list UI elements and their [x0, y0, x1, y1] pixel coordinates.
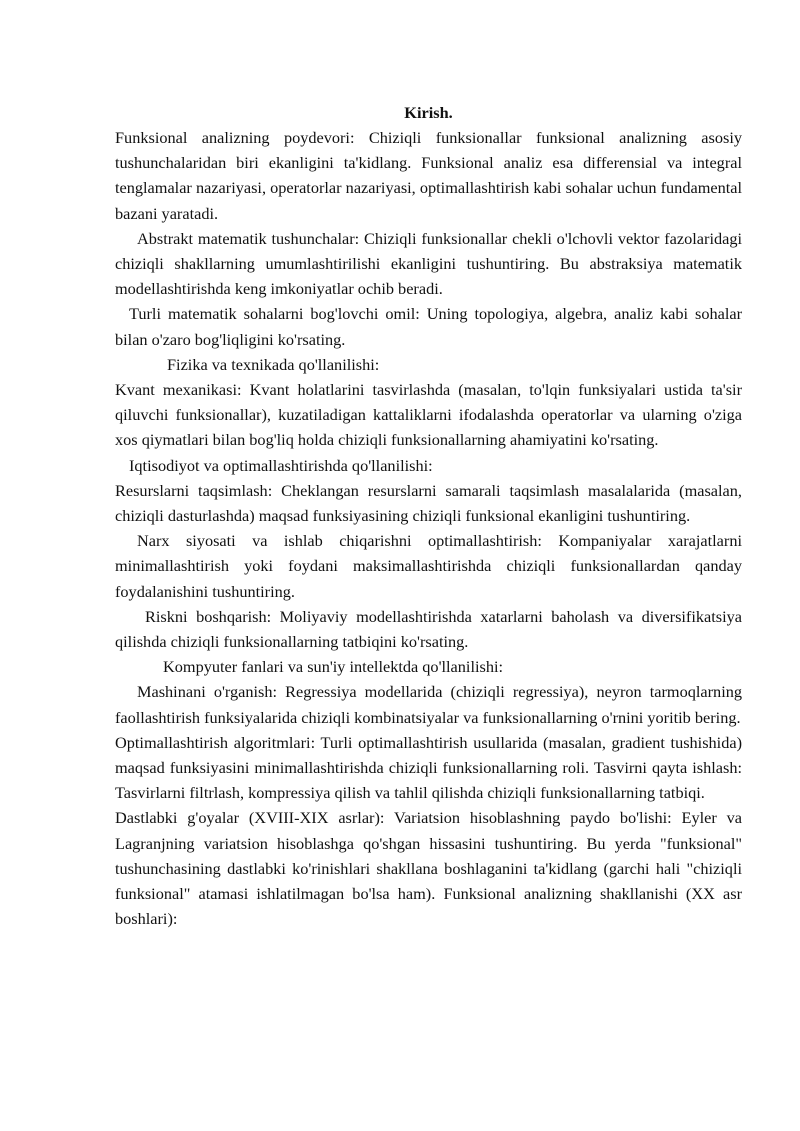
paragraph-machine-learning: Mashinani o'rganish: Regressiya modellarida (chiziqli regressiya), neyron tarmoqlarning faollashtirish funksiyalarida chiziqli kombinatsiyalar va funksionallarning o'rnini yoritib bering.	[115, 682, 742, 727]
paragraph-resource-allocation: Resurslarni taqsimlash: Cheklangan resurslarni samarali taqsimlash masalalarida (masalan, chiziqli dasturlashda) maqsad funksiyasining chiziqli funksional ekanligini tushuntiring.	[115, 480, 742, 526]
section-heading-economics: Iqtisodiyot va optimallashtirishda qo'llanilishi:	[129, 455, 433, 475]
paragraph-quantum-mechanics: Kvant mexanikasi: Kvant holatlarini tasvirlashda (masalan, to'lqin funksiyalari ustida ta'sir qiluvchi funksionallar), kuzatiladigan kattaliklarni ifodalashda operatorlar va ularning o'ziga xos qiymatlari bilan bog'liq holda chiziqli funksionallarning ahamiyatini ko'rsating.	[115, 380, 742, 450]
section-heading-computer-science: Kompyuter fanlari va sun'iy intellektda qo'llanilishi:	[163, 657, 504, 677]
paragraph-foundation: Funksional analizning poydevori: Chiziqli funksionallar funksional analizning asosiy tushunchalaridan biri ekanligini ta'kidlang. Funksional analiz esa differensial va integral tenglamalar nazariyasi, operatorlar nazariyasi, optimallashtirish kabi sohalar uchun fundamental bazani yaratadi.	[115, 128, 742, 223]
paragraph-optimization-algorithms: Optimallashtirish algoritmlari: Turli optimallashtirish usullarida (masalan, gradient tushishida) maqsad funksiyasini minimallashtirishda chiziqli funksionallarning roli. Tasvirni qayta ishlash: Tasvirlarni filtrlash, kompressiya qilish va tahlil qilishda chiziqli funksionallarning tatbiqi.	[115, 732, 742, 803]
section-heading-physics: Fizika va texnikada qo'llanilishi:	[167, 354, 380, 374]
paragraph-connecting-factor: Turli matematik sohalarni bog'lovchi omil: Uning topologiya, algebra, analiz kabi sohalar bilan o'zaro bog'liqligini ko'rsating.	[115, 304, 742, 349]
paragraph-abstract-concepts: Abstrakt matematik tushunchalar: Chiziqli funksionallar chekli o'lchovli vektor fazolaridagi chiziqli shakllarning umumlashtirilishi ekanligini tushuntiring. Bu abstraksiya matematik modellashtirishda keng imkoniyatlar ochib beradi.	[115, 228, 742, 299]
paragraph-pricing-policy: Narx siyosati va ishlab chiqarishni optimallashtirish: Kompaniyalar xarajatlarni minimallashtirish yoki foydani maksimallashtirishda chiziqli funksionallardan qanday foydalanishini tushuntiring.	[115, 531, 742, 601]
paragraph-early-ideas: Dastlabki g'oyalar (XVIII-XIX asrlar): Variatsion hisoblashning paydo bo'lishi: Eyler va Lagranjning variatsion hisoblashga qo'shgan hissasini tushuntiring. Bu yerda "funksional" tushunchasining dastlabki ko'rinishlari shakllana boshlaganini ta'kidlang (garchi hali "chiziqli funksional" atamasi ishlatilmagan bo'lsa ham). Funksional analizning shakllanishi (XX asr boshlari):	[115, 808, 742, 929]
document-title: Kirish.	[404, 103, 453, 122]
document-page	[115, 100, 742, 932]
paragraph-risk-management: Riskni boshqarish: Moliyaviy modellashtirishda xatarlarni baholash va diversifikatsiya qilishda chiziqli funksionallarning tatbiqini ko'rsating.	[115, 606, 742, 652]
